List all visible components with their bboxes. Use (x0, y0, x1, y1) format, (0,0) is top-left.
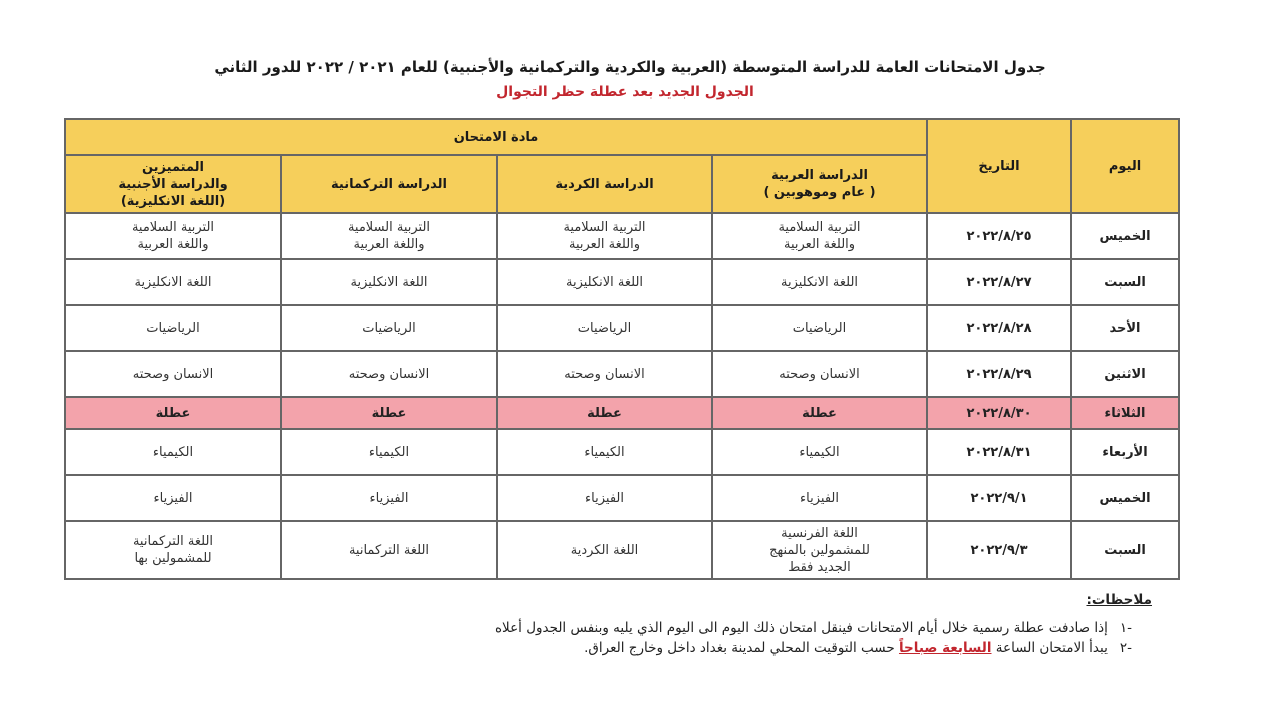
exam-schedule-table (64, 118, 1180, 580)
cell-date: ٢٠٢٢/٨/٢٩ (927, 351, 1071, 397)
cell-subject (712, 351, 927, 397)
cell-subject (281, 521, 497, 579)
cell-subject-text: الانسان وصحته (564, 366, 645, 382)
cell-subject-text: عطلة (587, 405, 622, 421)
cell-subject (65, 259, 281, 305)
cell-subject (497, 213, 712, 259)
table-row (65, 351, 1179, 397)
table-row (65, 259, 1179, 305)
cell-day: الأحد (1071, 305, 1179, 351)
cell-date: ٢٠٢٢/٨/٢٨ (927, 305, 1071, 351)
cell-subject-text: اللغة التركمانية (348, 542, 430, 558)
cell-subject (281, 429, 497, 475)
cell-date: ٢٠٢٢/٨/٢٧ (927, 259, 1071, 305)
cell-subject-text: الكيمياء (799, 444, 840, 460)
header-column (65, 155, 281, 213)
cell-subject (712, 305, 927, 351)
cell-date: ٢٠٢٢/٩/١ (927, 475, 1071, 521)
cell-subject (65, 475, 281, 521)
cell-subject-text: اللغة الانكليزية (134, 274, 212, 290)
document-title: جدول الامتحانات العامة للدراسة المتوسطة (العربية والكردية والتركمانية والأجنبية) للعام ٢٠٢١ / ٢٠٢٢ للدور الثاني (214, 58, 1046, 76)
cell-subject-text: الانسان وصحته (348, 366, 430, 382)
cell-subject-text: عطلة (371, 405, 407, 421)
table-row (65, 213, 1179, 259)
header-column-label: الدراسة التركمانية (331, 176, 447, 192)
cell-subject-text: الكيمياء (584, 444, 625, 460)
notes-section (92, 592, 1152, 658)
cell-subject (712, 213, 927, 259)
table-body (65, 213, 1179, 579)
cell-subject-text: الرياضيات (577, 320, 632, 336)
table-row (65, 521, 1179, 579)
cell-day: الثلاثاء (1071, 397, 1179, 429)
cell-subject-text: الانسان وصحته (132, 366, 214, 382)
cell-subject (712, 259, 927, 305)
cell-day: الخميس (1071, 213, 1179, 259)
header-date: التاريخ (927, 119, 1071, 213)
table-row (65, 475, 1179, 521)
cell-subject-text: اللغة الكردية (570, 542, 639, 558)
cell-date: ٢٠٢٢/٨/٣١ (927, 429, 1071, 475)
cell-subject (497, 351, 712, 397)
cell-subject-text: التربية السلامية واللغة العربية (563, 220, 646, 252)
cell-subject-text: التربية السلامية واللغة العربية (778, 220, 861, 252)
cell-subject (497, 429, 712, 475)
cell-subject (65, 213, 281, 259)
cell-subject (281, 397, 497, 429)
cell-subject (497, 521, 712, 579)
cell-subject-text: اللغة الانكليزية (350, 274, 428, 290)
cell-subject-text: عطلة (155, 405, 191, 421)
header-column (281, 155, 497, 213)
cell-subject (712, 475, 927, 521)
cell-subject (65, 351, 281, 397)
cell-subject (281, 259, 497, 305)
cell-subject-text: الفيزياء (800, 490, 839, 506)
cell-subject-text: اللغة التركمانية للمشمولين بها (132, 534, 214, 566)
header-column (712, 155, 927, 213)
note-number: -٢ (1119, 640, 1132, 656)
cell-day: الأربعاء (1071, 429, 1179, 475)
cell-subject-text: اللغة الانكليزية (565, 274, 644, 290)
cell-subject-text: الرياضيات (792, 320, 847, 336)
table-row (65, 429, 1179, 475)
cell-subject (712, 429, 927, 475)
cell-date: ٢٠٢٢/٨/٣٠ (927, 397, 1071, 429)
cell-subject (712, 521, 927, 579)
cell-subject-text: الانسان وصحته (779, 366, 860, 382)
cell-subject (497, 259, 712, 305)
notes-title: ملاحظات: (1086, 592, 1152, 608)
note-text: إذا صادفت عطلة رسمية خلال أيام الامتحانات فينقل امتحان ذلك اليوم الى اليوم الذي يليه وبنفس الجدول أعلاه (494, 620, 1108, 636)
note-text-end: حسب التوقيت المحلي لمدينة بغداد داخل وخارج العراق. (584, 640, 899, 656)
header-column (497, 155, 712, 213)
cell-subject (497, 305, 712, 351)
document-subtitle: الجدول الجديد بعد عطلة حظر التجوال (496, 84, 754, 100)
cell-day: السبت (1071, 521, 1179, 579)
cell-subject-text: اللغة الفرنسية للمشمولين بالمنهج الجديد فقط (769, 525, 870, 575)
cell-subject-text: الرياضيات (362, 320, 416, 336)
note-item (92, 638, 1132, 658)
cell-subject-text: التربية السلامية واللغة العربية (131, 220, 215, 252)
cell-subject (712, 397, 927, 429)
cell-subject-text: التربية السلامية واللغة العربية (347, 220, 431, 252)
cell-day: الاثنين (1071, 351, 1179, 397)
cell-subject-text: الكيمياء (152, 444, 194, 460)
cell-subject (65, 305, 281, 351)
cell-subject (65, 429, 281, 475)
cell-subject (65, 521, 281, 579)
cell-day: الخميس (1071, 475, 1179, 521)
cell-subject (281, 351, 497, 397)
cell-subject-text: عطلة (802, 405, 837, 421)
header-day: اليوم (1071, 119, 1179, 213)
cell-subject-text: الفيزياء (153, 490, 193, 506)
cell-date: ٢٠٢٢/٨/٢٥ (927, 213, 1071, 259)
cell-subject (281, 213, 497, 259)
header-column-label: المتميزين والدراسة الأجنبية (اللغة الانكليزية) (118, 159, 228, 209)
cell-subject (281, 305, 497, 351)
note-highlight: السابعة صباحاً (898, 640, 992, 656)
cell-subject-text: الرياضيات (146, 320, 200, 336)
header-column-label: الدراسة الكردية (555, 176, 654, 192)
cell-subject (281, 475, 497, 521)
cell-subject-text: الكيمياء (368, 444, 410, 460)
cell-subject-text: الفيزياء (369, 490, 409, 506)
cell-date: ٢٠٢٢/٩/٣ (927, 521, 1071, 579)
table-row-holiday (65, 397, 1179, 429)
note-text: يبدأ الامتحان الساعة (991, 640, 1108, 656)
cell-day: السبت (1071, 259, 1179, 305)
cell-subject-text: الفيزياء (585, 490, 624, 506)
table-row (65, 305, 1179, 351)
note-item (92, 618, 1132, 638)
cell-subject (65, 397, 281, 429)
note-number: -١ (1119, 620, 1132, 636)
cell-subject (497, 475, 712, 521)
header-column-label: الدراسة العربية ( عام وموهوبين ) (763, 168, 876, 200)
cell-subject-text: اللغة الانكليزية (780, 274, 859, 290)
cell-subject (497, 397, 712, 429)
header-subject-group: مادة الامتحان (65, 119, 927, 155)
